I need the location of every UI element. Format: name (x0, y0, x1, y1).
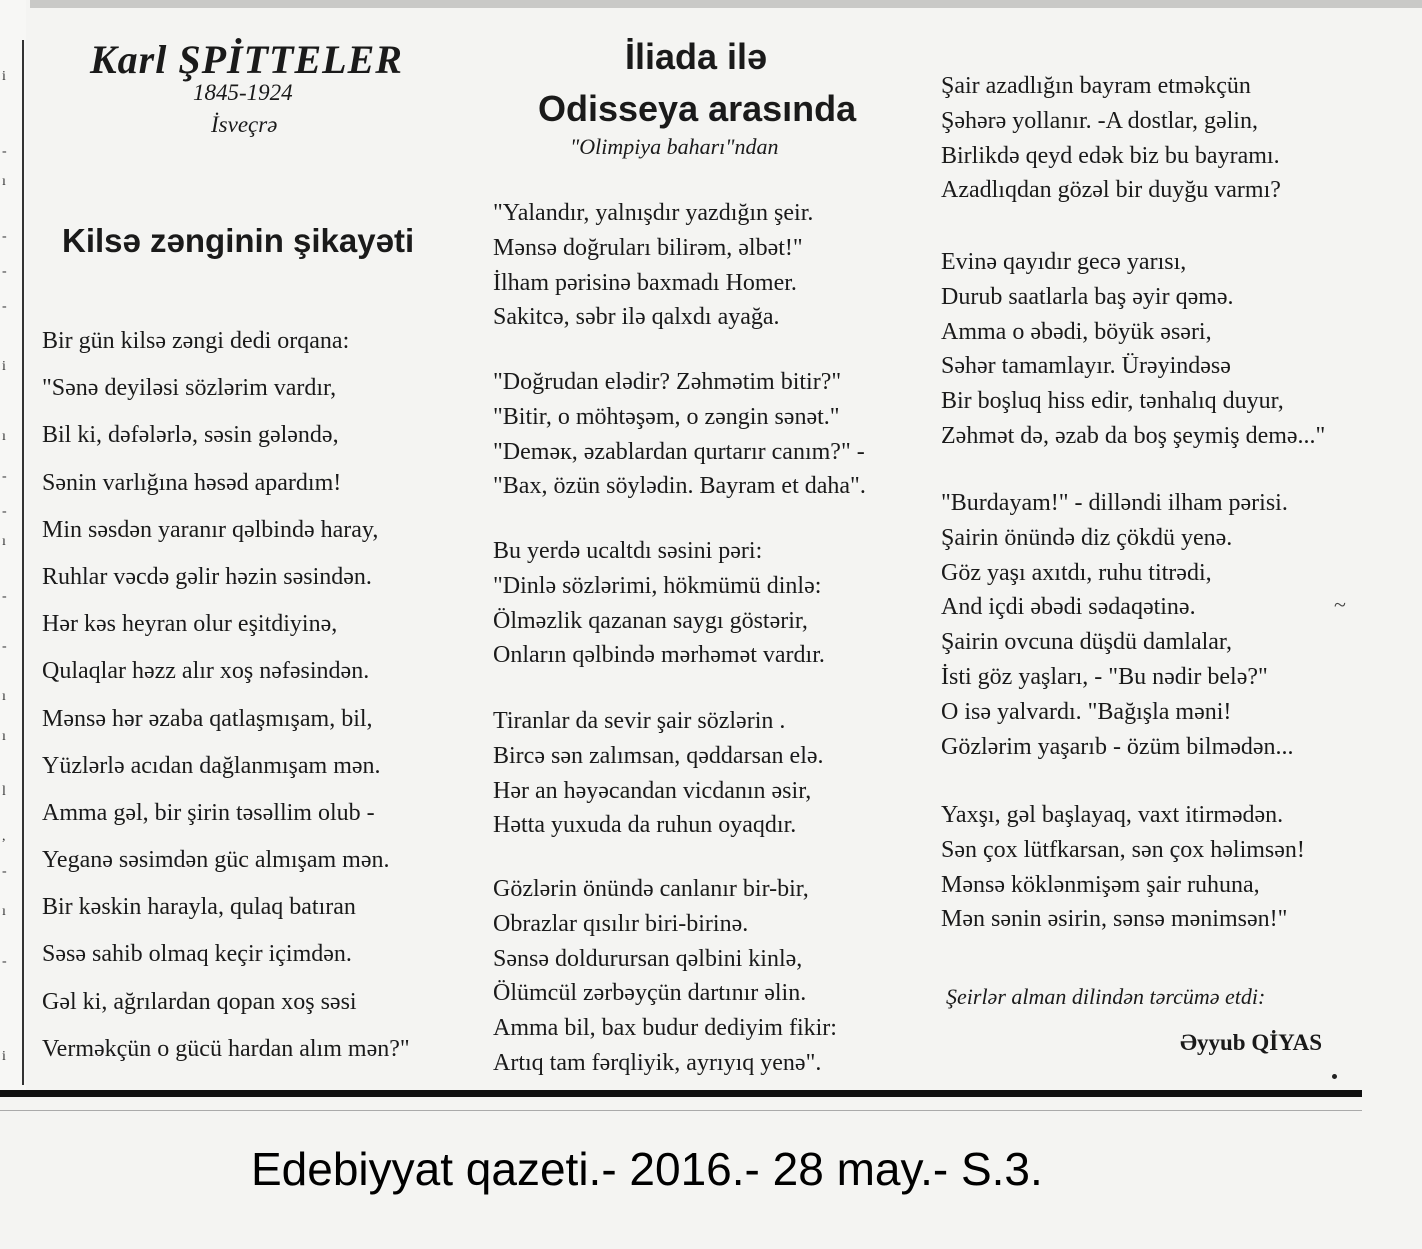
poem-line: Bircə sən zalımsan, qəddarsan elə. (493, 742, 824, 769)
strip-mark: l (2, 784, 6, 799)
strip-mark: - (2, 864, 7, 879)
poem-line: Durub saatlarla baş əyir qəmə. (941, 283, 1234, 310)
strip-mark: ı (2, 689, 6, 704)
poem-line: "Dinlə sözlərimi, hökmümü dinlə: (493, 572, 822, 599)
translator-name: Əyyub QİYAS (1180, 1030, 1323, 1055)
poem-line: Min səsdən yaranır qəlbində haray, (42, 516, 379, 543)
strip-mark: , (2, 829, 6, 844)
strip-mark: - (2, 504, 7, 519)
poem-line: "Burdayam!" - dilləndi ilham pərisi. (941, 490, 1288, 516)
strip-mark: i (2, 359, 6, 374)
bottom-rule (0, 1090, 1362, 1097)
mid-poem-stanza-5 (493, 872, 837, 1081)
mid-poem-stanza-1 (493, 196, 813, 335)
poem-line: Yüzlərlə acıdan dağlanmışam mən. (42, 752, 381, 779)
poem-line: "Yalandır, yalnışdır yazdığın şeir. (493, 200, 814, 226)
poem-line: Hər kəs heyran olur eşitdiyinə, (42, 611, 338, 638)
poem-line: Gəl ki, ağrılardan qopan xoş səsi (42, 988, 357, 1015)
strip-mark: - (2, 144, 7, 159)
poem-line: "Doğrudan elədir? Zəhmətim bitir?" (493, 369, 842, 395)
mid-poem-stanza-2 (493, 365, 866, 504)
poem-line: Yeganə səsimdən güc almışam mən. (42, 847, 390, 874)
poem-line: Ölməzlik qazanan saygı göstərir, (493, 607, 808, 634)
poem-title-mid-line2: Odisseya arasında (538, 88, 857, 129)
poem-line: Verməkçün o gücü hardan alım mən?" (42, 1035, 410, 1062)
poem-line: Amma o əbədi, böyük əsəri, (941, 318, 1212, 345)
poem-line: Evinə qayıdır gecə yarısı, (941, 249, 1187, 275)
poem-line: "Sənə deyiləsi sözlərim vardır, (42, 375, 337, 402)
poem-line: Yaxşı, gəl başlayaq, vaxt itirmədən. (941, 802, 1284, 828)
poem-line: Bir kəskin harayla, qulaq batıran (42, 894, 356, 921)
poem-line: Zəhmət də, əzab da boş şeymiş demə..." (941, 422, 1326, 449)
poem-line: Gözlərim yaşarıb - özüm bilmədən... (941, 733, 1294, 760)
strip-mark: i (2, 1049, 6, 1064)
right-poem-stanza-1 (941, 69, 1281, 208)
strip-mark: - (2, 639, 7, 654)
poem-line: And içdi əbədi sədaqətinə. (941, 594, 1196, 621)
mid-poem-stanza-3 (493, 534, 825, 673)
poem-line: Mənsə doğruları bilirəm, əlbət!" (493, 234, 803, 261)
poem-line: Obrazlar qısılır biri-birinə. (493, 910, 749, 937)
poem-line: Göz yaşı axıtdı, ruhu titrədi, (941, 559, 1212, 586)
poem-line: Səhər tamamlayır. Ürəyindəsə (941, 353, 1231, 380)
strip-mark: - (2, 229, 7, 244)
column-divider-line (22, 40, 24, 1085)
poem-line: Birlikdə qeyd edək biz bu bayramı. (941, 142, 1280, 169)
right-poem-stanza-4 (941, 798, 1305, 937)
mid-poem-stanza-4 (493, 704, 824, 843)
end-dot (1332, 1074, 1337, 1079)
poem-line: Qulaqlar həzz alır xoş nəfəsindən. (42, 658, 370, 685)
poem-line: "Bitir, o möhtəşəm, o zəngin sənət." (493, 403, 840, 430)
strip-mark: ı (2, 429, 6, 444)
translator-note: Şeirlər alman dilindən tərcümə etdi: (946, 984, 1266, 1009)
poem-line: Bir boşluq hiss edir, tənhalıq duyur, (941, 388, 1284, 415)
poem-line: Sənsə doldurursan qəlbini kinlə, (493, 945, 803, 972)
strip-mark: - (2, 299, 7, 314)
poem-line: Hər an həyəcandan vicdanın əsir, (493, 777, 812, 804)
poem-line: Şairin önündə diz çökdü yenə. (941, 524, 1233, 551)
poem-line: Şair azadlığın bayram etməkçün (941, 73, 1251, 99)
poem-line: Sənin varlığına həsəd apardım! (42, 469, 342, 496)
poem-line: Bir gün kilsə zəngi dedi orqana: (42, 328, 350, 354)
poem-line: Bil ki, dəfələrlə, səsin gələndə, (42, 422, 339, 449)
top-rule (30, 0, 1422, 8)
strip-mark: - (2, 264, 7, 279)
strip-mark: ı (2, 534, 6, 549)
strip-mark: ı (2, 904, 6, 919)
poem-line: Mənsə köklənmişəm şair ruhuna, (941, 871, 1260, 898)
poem-line: Tiranlar da sevir şair sözlərin . (493, 708, 786, 734)
strip-mark: - (2, 469, 7, 484)
author-name: Karl ŞPİTTELER (90, 37, 403, 82)
poem-line: İlham pərisinə baxmadı Homer. (493, 269, 797, 296)
strip-mark: ı (2, 729, 6, 744)
strip-mark: ı (2, 174, 6, 189)
left-poem-stanza (42, 318, 410, 1073)
author-years: 1845-1924 (193, 80, 293, 105)
poem-line: İsti göz yaşları, - "Bu nədir belə?" (941, 663, 1268, 690)
poem-line: Ölümcül zərbəyçün dartınır əlin. (493, 980, 807, 1007)
poem-line: Sakitcə, səbr ilə qalxdı ayağa. (493, 304, 780, 331)
poem-line: Ruhlar vəcdə gəlir həzin səsindən. (42, 563, 372, 590)
poem-line: Sən çox lütfkarsan, sən çox həlimsən! (941, 836, 1305, 863)
poem-line: Şairin ovcuna düşdü damlalar, (941, 629, 1232, 656)
right-poem-stanza-3 (941, 486, 1294, 764)
strip-mark: i (2, 69, 6, 84)
poem-line: Hətta yuxuda da ruhun oyaqdır. (493, 812, 797, 839)
poem-line: "Bax, özün söylədin. Bayram et daha". (493, 473, 866, 500)
author-country: İsveçrə (211, 112, 278, 137)
poem-line: O isə yalvardı. "Bağışla məni! (941, 698, 1232, 725)
bottom-rule-thin (0, 1110, 1362, 1111)
poem-line: Artıq tam fərqliyik, ayrıyıq yenə". (493, 1049, 822, 1076)
poem-line: Amma bil, bax budur dediyim fikir: (493, 1015, 837, 1042)
poem-title-mid-line1: İliada ilə (625, 36, 768, 77)
citation-text: Edebiyyat qazeti.- 2016.- 28 may.- S.3. (251, 1143, 1043, 1195)
poem-line: Mənsə hər əzaba qatlaşmışam, bil, (42, 705, 373, 732)
poem-title-left: Kilsə zənginin şikayəti (62, 222, 415, 259)
strip-mark: - (2, 589, 7, 604)
strip-mark: - (2, 954, 7, 969)
poem-line: Gözlərin önündə canlanır bir-bir, (493, 876, 809, 902)
poem-line: "Deməк, əzablardan qurtarır canım?" - (493, 438, 865, 465)
poem-line: Amma gəl, bir şirin təsəllim olub - (42, 799, 375, 826)
poem-line: Mən sənin əsirin, sənsə mənimsən!" (941, 906, 1288, 933)
poem-line: Bu yerdə ucaltdı səsini pəri: (493, 538, 763, 564)
poem-line: Onların qəlbində mərhəmət vardır. (493, 642, 825, 669)
poem-line: Azadlıqdan gözəl bir duyğu varmı? (941, 177, 1281, 204)
scan-mark: ~ (1334, 592, 1346, 617)
right-poem-stanza-2 (941, 245, 1325, 454)
poem-line: Səsə sahib olmaq keçir içimdən. (42, 941, 352, 968)
poem-line: Şəhərə yollanır. -A dostlar, gəlin, (941, 107, 1258, 134)
poem-subtitle-mid: "Olimpiya baharı"ndan (570, 134, 779, 159)
